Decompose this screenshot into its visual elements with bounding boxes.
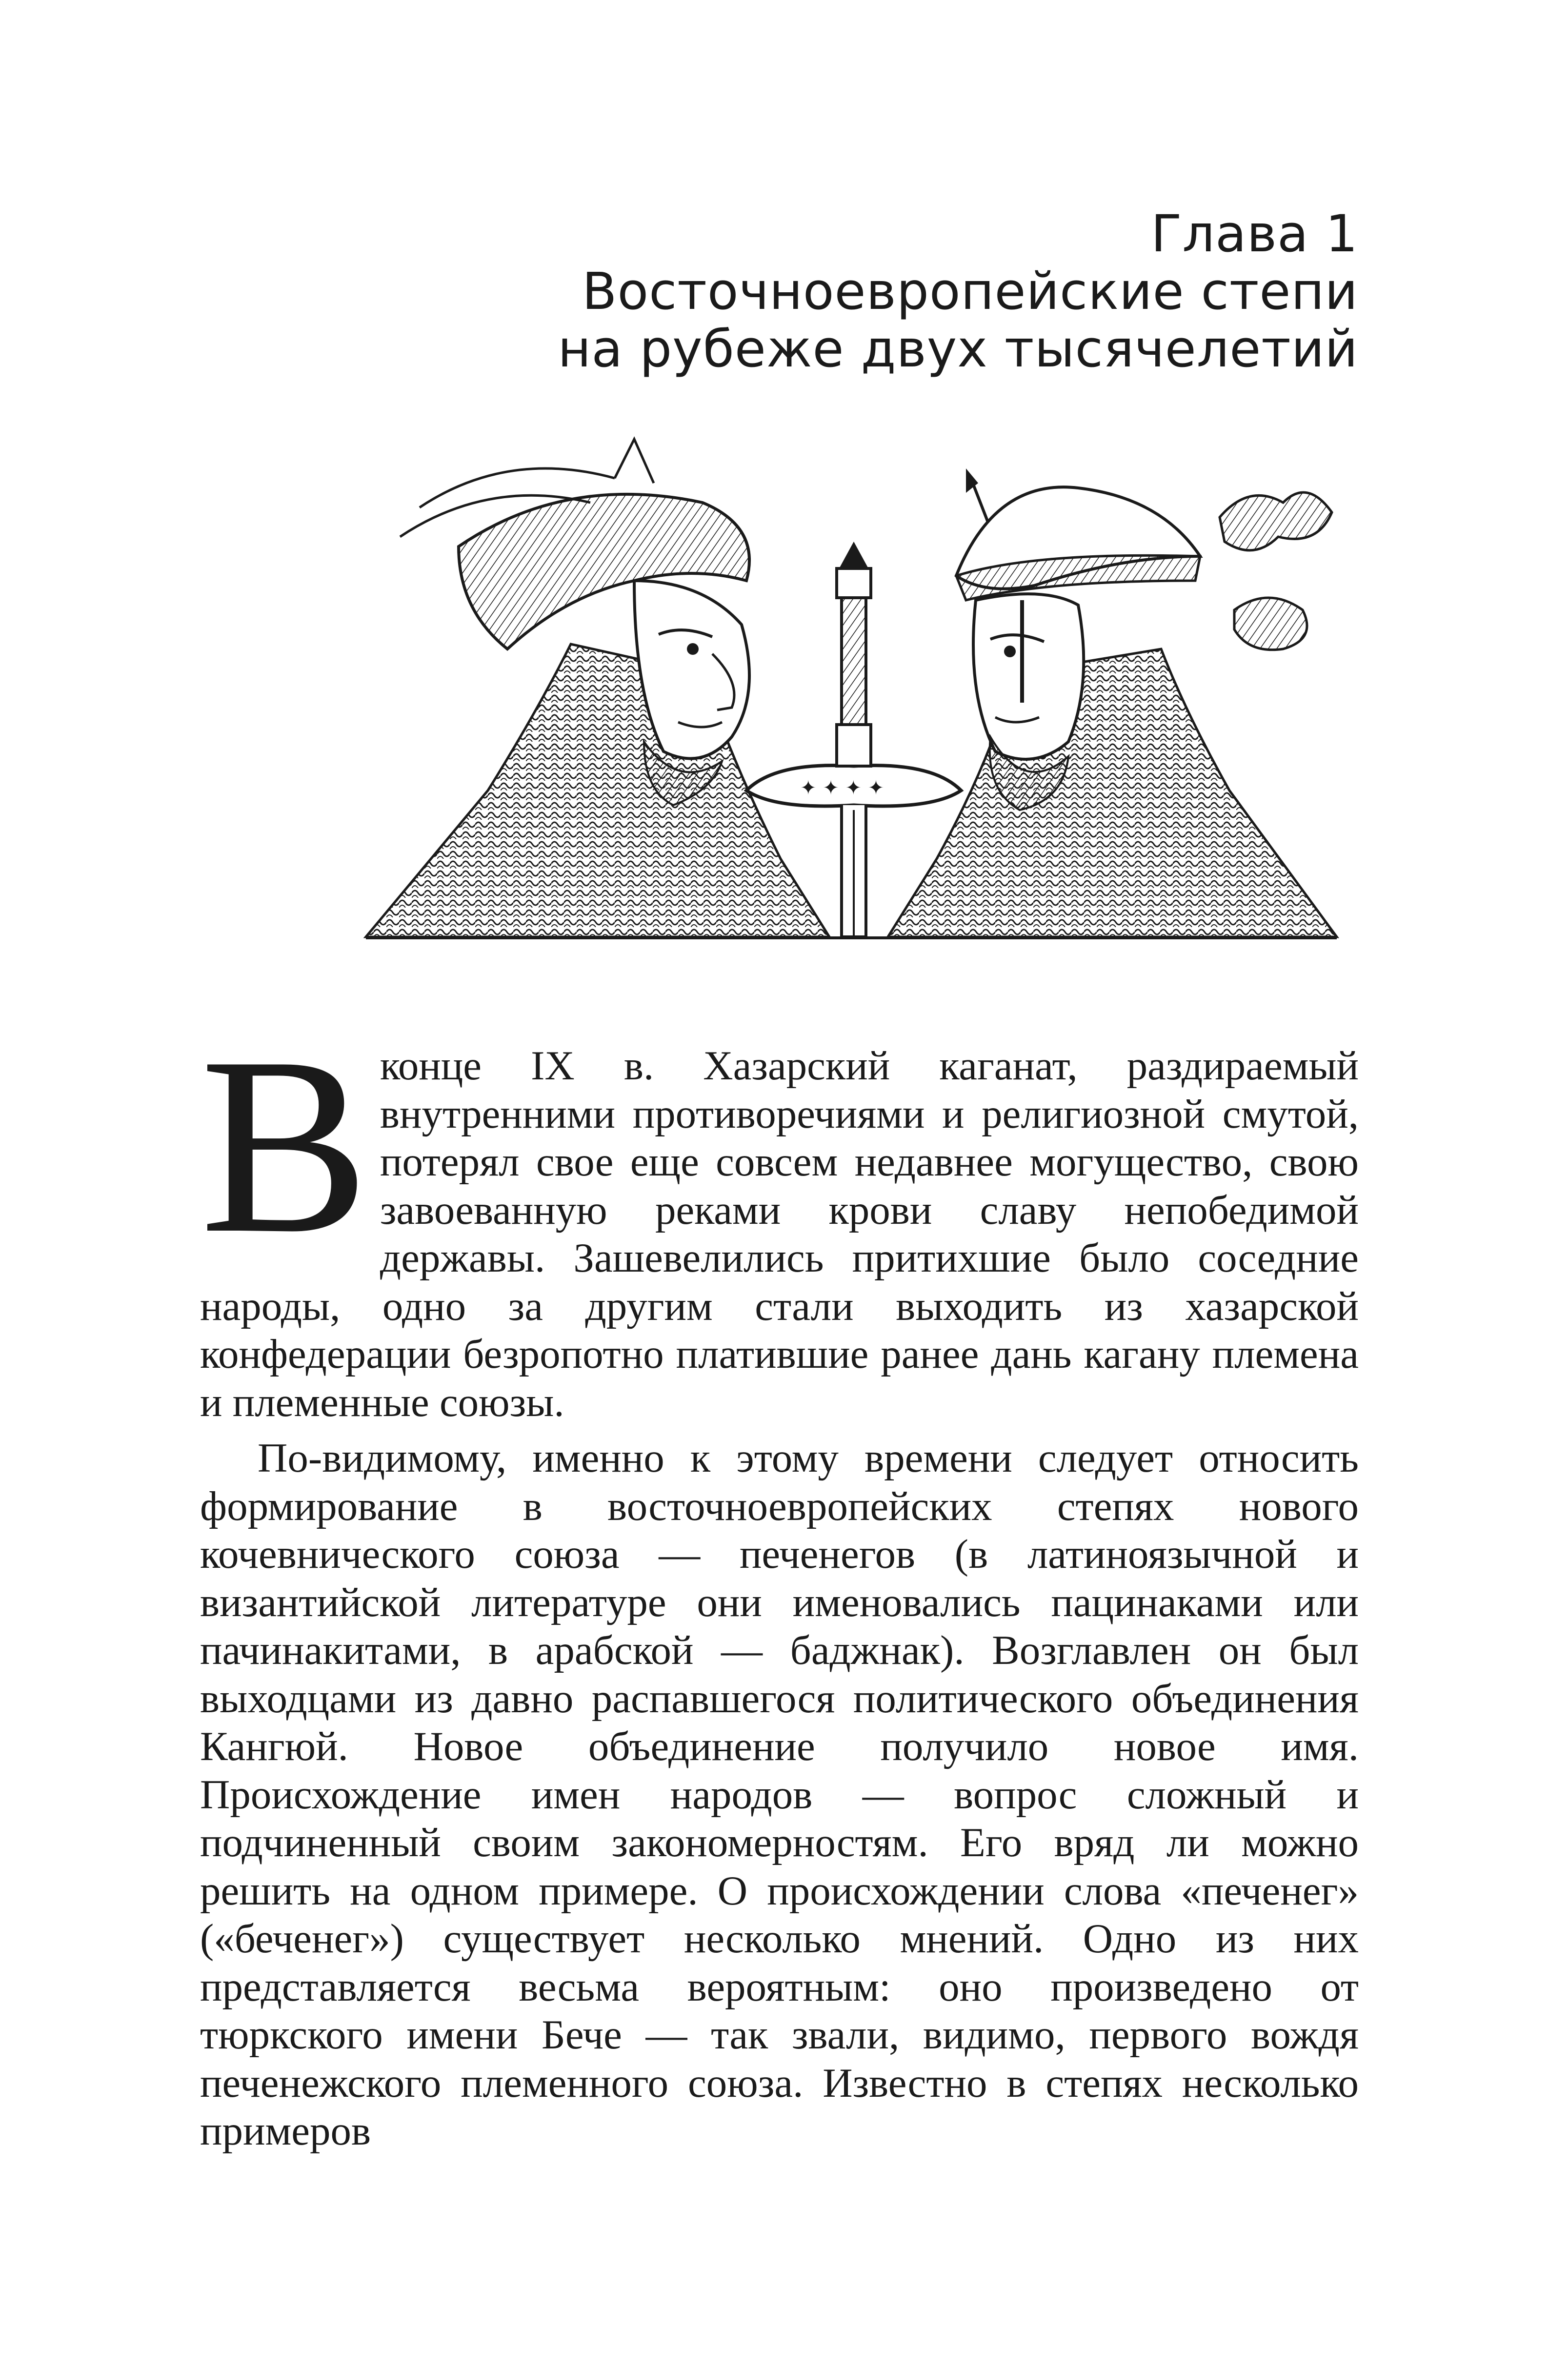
paragraph-1-text: конце IX в. Хазарский каганат, раздираемый внутренними противоречиями и религиозной смутой, потерял свое еще совсем недавнее могущество, свою завоеванную реками крови славу непобедимой державы. Зашевелились притихшие было соседние народы, одно за другим стали выходить из хазарской конфедерации безропотно платившие ранее дань кагану племена и племенные союзы. bbox=[200, 1043, 1359, 1425]
chapter-illustration bbox=[361, 420, 1342, 947]
paragraph-2: По-видимому, именно к этому времени следует относить формирование в восточноевропейских степях нового кочевнического союза — печенегов (в латиноязычной и византийской литературе они именовались пацинаками или пачинакитами, в арабской — баджнак). Возглавлен он был выходцами из давно распавшегося политического объединения Кангюй. Новое объединение получило новое имя. Происхождение имен народов — вопрос сложный и подчиненный своим закономерностям. Его вряд ли можно решить на одном примере. О происхождении слова «печенег» («беченег») существует несколько мнений. Одно из них представляется весьма вероятным: оно произведено от тюркского имени Бече — так звали, видимо, первого вождя печенежского племенного союза. Известно в степях несколько примеров bbox=[200, 1435, 1359, 2154]
warrior-in-turban-figure bbox=[366, 439, 829, 937]
drop-cap: В bbox=[200, 1005, 369, 1286]
body-text bbox=[200, 1005, 1359, 2155]
chapter-heading bbox=[285, 205, 1358, 378]
paragraph-1 bbox=[200, 1005, 1359, 1426]
svg-text:✦ ✦ ✦ ✦: ✦ ✦ ✦ ✦ bbox=[800, 777, 885, 799]
chapter-number: Глава 1 bbox=[1151, 204, 1358, 263]
chapter-title-line-2: на рубеже двух тысячелетий bbox=[558, 319, 1358, 379]
chapter-title-line-1: Восточноевропейские степи bbox=[582, 262, 1358, 321]
warrior-in-helmet-figure bbox=[888, 468, 1337, 937]
